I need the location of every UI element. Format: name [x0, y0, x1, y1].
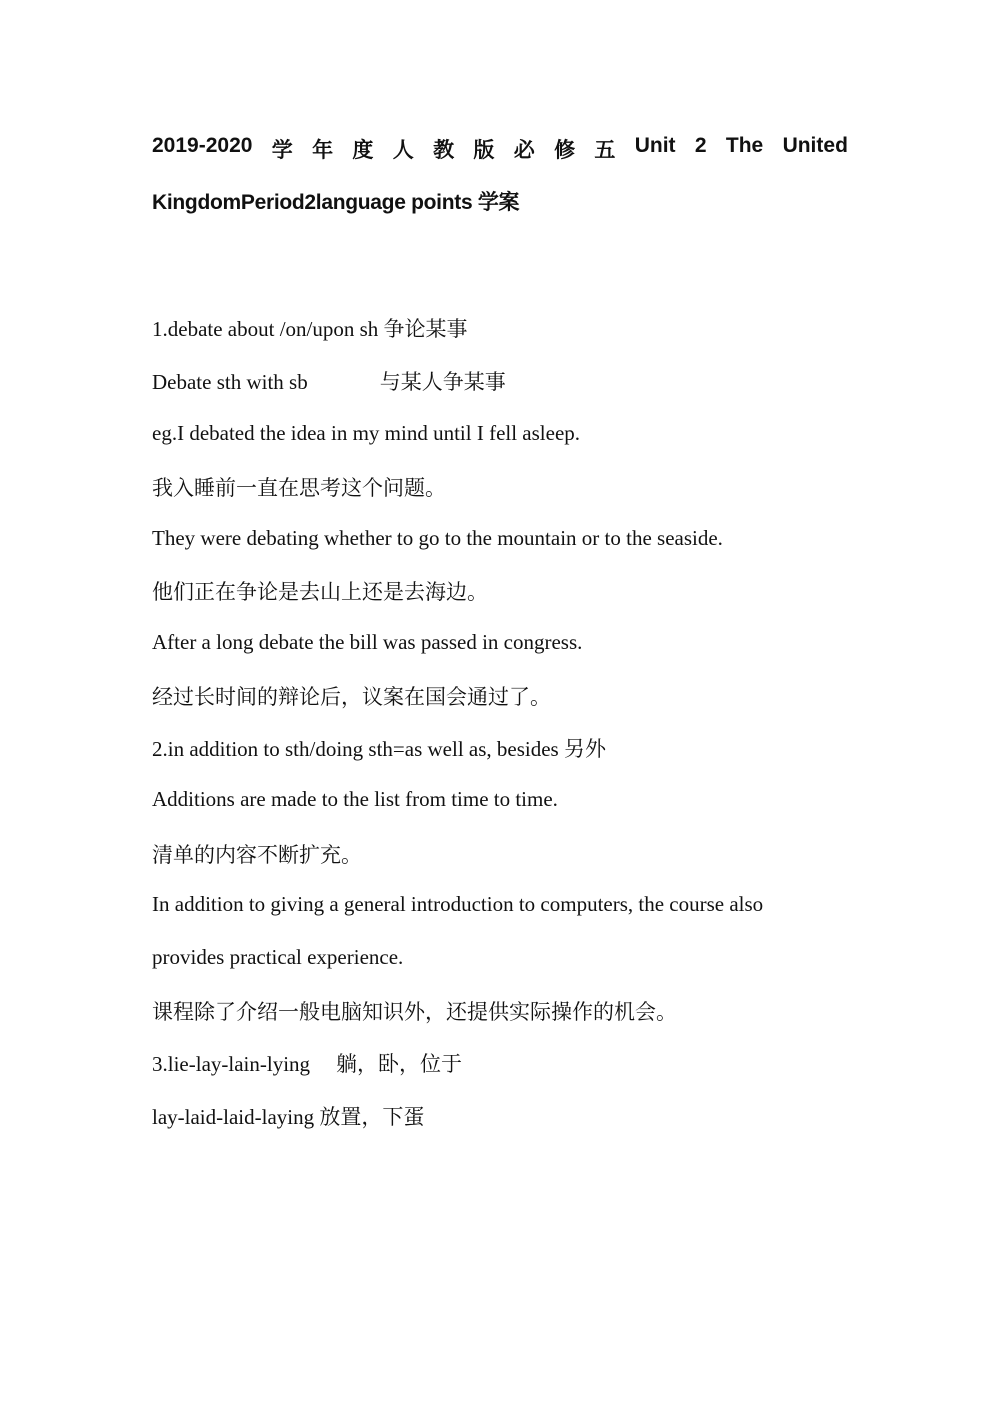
title-part: 2019-2020	[152, 134, 253, 157]
chinese-text: 与某人争某事	[379, 370, 506, 394]
document-title-line-1	[152, 134, 848, 164]
english-text: 2.in addition to sth/doing sth=as well as, besides	[152, 737, 564, 761]
text-line-1	[152, 313, 468, 343]
text-line-14	[152, 996, 677, 1026]
english-text: After a long debate the bill was passed in congress.	[152, 630, 583, 654]
english-text: eg.I debated the idea in my mind until I fell asleep.	[152, 421, 581, 445]
chinese-text: 躺，卧，位于	[336, 1052, 463, 1076]
english-text: Debate sth with sb	[152, 370, 308, 394]
text-line-12	[152, 892, 763, 917]
text-line-13	[152, 945, 403, 970]
title-part: United	[782, 134, 848, 157]
english-text: 1.debate about /on/upon sh	[152, 317, 384, 341]
chinese-text: 课程除了介绍一般电脑知识外，还提供实际操作的机会。	[152, 1000, 677, 1024]
text-line-8	[152, 681, 551, 711]
text-line-5	[152, 526, 723, 551]
title-part: 度	[352, 139, 374, 162]
chinese-text: 另外	[563, 737, 606, 761]
text-line-7	[152, 630, 582, 655]
text-line-2	[152, 366, 506, 396]
english-text: provides practical experience.	[152, 945, 404, 969]
document-title-line-2: KingdomPeriod2language points 学案	[152, 191, 520, 214]
chinese-text: 清单的内容不断扩充。	[152, 843, 362, 867]
text-line-9	[152, 733, 606, 763]
chinese-text: 他们正在争论是去山上还是去海边。	[152, 580, 488, 604]
text-line-11	[152, 839, 362, 869]
title-part: 版	[473, 139, 495, 162]
title-part: 2	[694, 134, 707, 157]
chinese-text: 经过长时间的辩论后，议案在国会通过了。	[152, 685, 551, 709]
title-part: 年	[312, 139, 334, 162]
english-text: lay-laid-laid-laying	[152, 1105, 320, 1129]
title-part: Unit	[634, 134, 676, 157]
english-text: Additions are made to the list from time to time.	[152, 787, 558, 811]
text-line-10	[152, 787, 558, 812]
text-line-6	[152, 576, 488, 606]
text-line-16	[152, 1101, 424, 1131]
title-part: 教	[433, 139, 455, 162]
text-line-4	[152, 472, 446, 502]
chinese-text: 我入睡前一直在思考这个问题。	[152, 476, 446, 500]
english-text: They were debating whether to go to the mountain or to the seaside.	[152, 526, 723, 550]
title-part: 修	[554, 139, 576, 162]
title-part: 学	[271, 139, 293, 162]
title-part: The	[725, 134, 764, 157]
title-part: 必	[513, 139, 535, 162]
text-line-15	[152, 1048, 462, 1078]
english-text: In addition to giving a general introduction to computers, the course also	[152, 892, 764, 916]
chinese-text: 争论某事	[383, 317, 468, 341]
chinese-text: 放置，下蛋	[319, 1105, 425, 1129]
text-line-3	[152, 421, 580, 446]
title-part: 五	[594, 139, 616, 162]
title-part: 人	[392, 139, 414, 162]
english-text: 3.lie-lay-lain-lying	[152, 1052, 311, 1076]
